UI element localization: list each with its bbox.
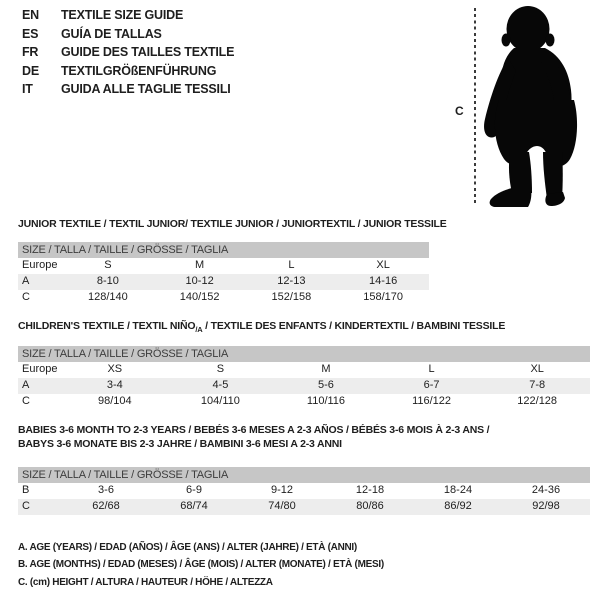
section-title-line — [18, 319, 505, 337]
table-row — [18, 378, 590, 394]
section-title-babies — [18, 423, 489, 451]
row-label-cell: C — [22, 499, 30, 512]
table-row — [18, 362, 590, 378]
size-table-junior — [18, 242, 429, 305]
language-label: TEXTILE SIZE GUIDE — [61, 8, 184, 22]
size-cell: XL — [376, 259, 390, 271]
language-row — [22, 25, 234, 44]
row-label-cell: Europe — [22, 259, 58, 271]
language-code: IT — [22, 82, 33, 97]
size-cell: 18-24 — [443, 484, 473, 496]
title-text: / TEXTILE DES ENFANTS / KINDERTEXTIL / BAMBINI TESSILE — [202, 320, 506, 332]
size-cell: 158/170 — [363, 290, 403, 303]
title-text: CHILDREN'S TEXTILE / TEXTIL NIÑO — [18, 320, 196, 332]
row-label-cell: C — [22, 290, 30, 303]
row-label-cell: Europe — [22, 363, 58, 375]
language-row — [22, 80, 234, 99]
row-label-cell: A — [22, 378, 30, 391]
height-measure-dotted-line — [474, 8, 476, 206]
table-row — [18, 499, 590, 515]
size-cell: XS — [107, 363, 123, 375]
size-cell: XL — [530, 363, 544, 375]
section-title-children — [18, 319, 505, 337]
size-cell: S — [104, 259, 112, 271]
section-title-line — [18, 217, 447, 231]
size-cell: M — [321, 363, 331, 375]
title-text: BABYS 3-6 MONATE BIS 2-3 JAHRE / BAMBINI 3-6 MESI A 2-3 ANNI — [18, 438, 342, 451]
size-table-babies — [18, 467, 590, 515]
height-measure-label: C — [455, 104, 464, 118]
table-row — [18, 274, 429, 290]
table-row — [18, 394, 590, 410]
toddler-silhouette-image — [481, 2, 599, 210]
size-cell: 10-12 — [185, 274, 214, 287]
legend-note-line: C. (cm) HEIGHT / ALTURA / HAUTEUR / HÖHE / ALTEZZA — [18, 576, 273, 588]
size-cell: 80/86 — [356, 499, 384, 512]
table-row — [18, 483, 590, 499]
language-code: DE — [22, 63, 39, 78]
legend-notes — [18, 539, 384, 591]
row-label-cell: C — [22, 394, 30, 407]
size-cell: 140/152 — [179, 290, 220, 303]
language-label: GUÍA DE TALLAS — [61, 26, 162, 41]
title-text: /A — [195, 325, 203, 335]
language-list — [22, 6, 234, 99]
section-title-line — [18, 423, 489, 437]
size-cell: 7-8 — [529, 378, 546, 391]
table-row — [18, 258, 429, 274]
size-cell: 98/104 — [97, 394, 132, 407]
size-cell: 5-6 — [318, 378, 334, 391]
size-cell: 24-36 — [531, 484, 561, 496]
size-cell: 68/74 — [180, 499, 208, 512]
size-header-bar: SIZE / TALLA / TAILLE / GRÖSSE / TAGLIA — [18, 242, 429, 258]
size-cell: 92/98 — [532, 499, 560, 512]
legend-note-line: A. AGE (YEARS) / EDAD (AÑOS) / ÂGE (ANS) / ALTER (JAHRE) / ETÀ (ANNI) — [18, 542, 357, 553]
size-table-children — [18, 346, 590, 409]
size-cell: 8-10 — [96, 274, 119, 287]
size-cell: M — [195, 259, 205, 271]
size-cell: 3-4 — [106, 378, 123, 391]
size-header-bar: SIZE / TALLA / TAILLE / GRÖSSE / TAGLIA — [18, 346, 590, 362]
language-row — [22, 62, 234, 81]
size-cell: 4-5 — [212, 378, 229, 391]
section-title-junior — [18, 217, 447, 231]
language-code: FR — [22, 45, 39, 60]
size-cell: 6-7 — [423, 378, 440, 391]
size-cell: 3-6 — [98, 484, 114, 496]
size-cell: 9-12 — [270, 484, 294, 496]
row-label-cell: A — [22, 274, 30, 287]
size-cell: 86/92 — [444, 499, 472, 512]
size-cell: 152/158 — [271, 290, 312, 303]
table-row — [18, 290, 429, 306]
language-code: ES — [22, 26, 39, 41]
size-cell: 14-16 — [369, 274, 398, 287]
size-cell: 116/122 — [412, 394, 452, 407]
size-cell: 128/140 — [87, 290, 128, 303]
size-cell: S — [216, 363, 225, 375]
size-cell: 74/80 — [268, 499, 296, 512]
title-text: BABIES 3-6 MONTH TO 2-3 YEARS / BEBÉS 3-6 MESES A 2-3 AÑOS / BÉBÉS 3-6 MOIS À 2-3 ANS / — [18, 424, 490, 436]
size-cell: 110/116 — [306, 394, 346, 407]
size-cell: 104/110 — [200, 394, 240, 407]
size-header-bar: SIZE / TALLA / TAILLE / GRÖSSE / TAGLIA — [18, 467, 590, 483]
language-label: GUIDA ALLE TAGLIE TESSILI — [61, 82, 231, 97]
legend-note-line: B. AGE (MONTHS) / EDAD (MESES) / ÂGE (MOIS) / ALTER (MONATE) / ETÀ (MESI) — [18, 559, 384, 571]
size-cell: 62/68 — [92, 499, 120, 512]
language-row — [22, 43, 234, 62]
size-cell: L — [288, 259, 295, 271]
section-title-line — [18, 437, 489, 451]
size-cell: 12-18 — [355, 484, 385, 496]
size-cell: L — [428, 363, 435, 375]
row-label-cell: B — [22, 484, 30, 496]
size-cell: 12-13 — [277, 274, 306, 287]
language-code: EN — [22, 8, 39, 22]
language-label: TEXTILGRÖßENFÜHRUNG — [61, 63, 217, 78]
title-text: JUNIOR TEXTILE / TEXTIL JUNIOR/ TEXTILE JUNIOR / JUNIORTEXTIL / JUNIOR TESSILE — [18, 218, 447, 230]
language-label: GUIDE DES TAILLES TEXTILE — [61, 45, 235, 60]
size-cell: 6-9 — [186, 484, 202, 496]
size-cell: 122/128 — [517, 394, 558, 407]
language-row — [22, 6, 234, 25]
